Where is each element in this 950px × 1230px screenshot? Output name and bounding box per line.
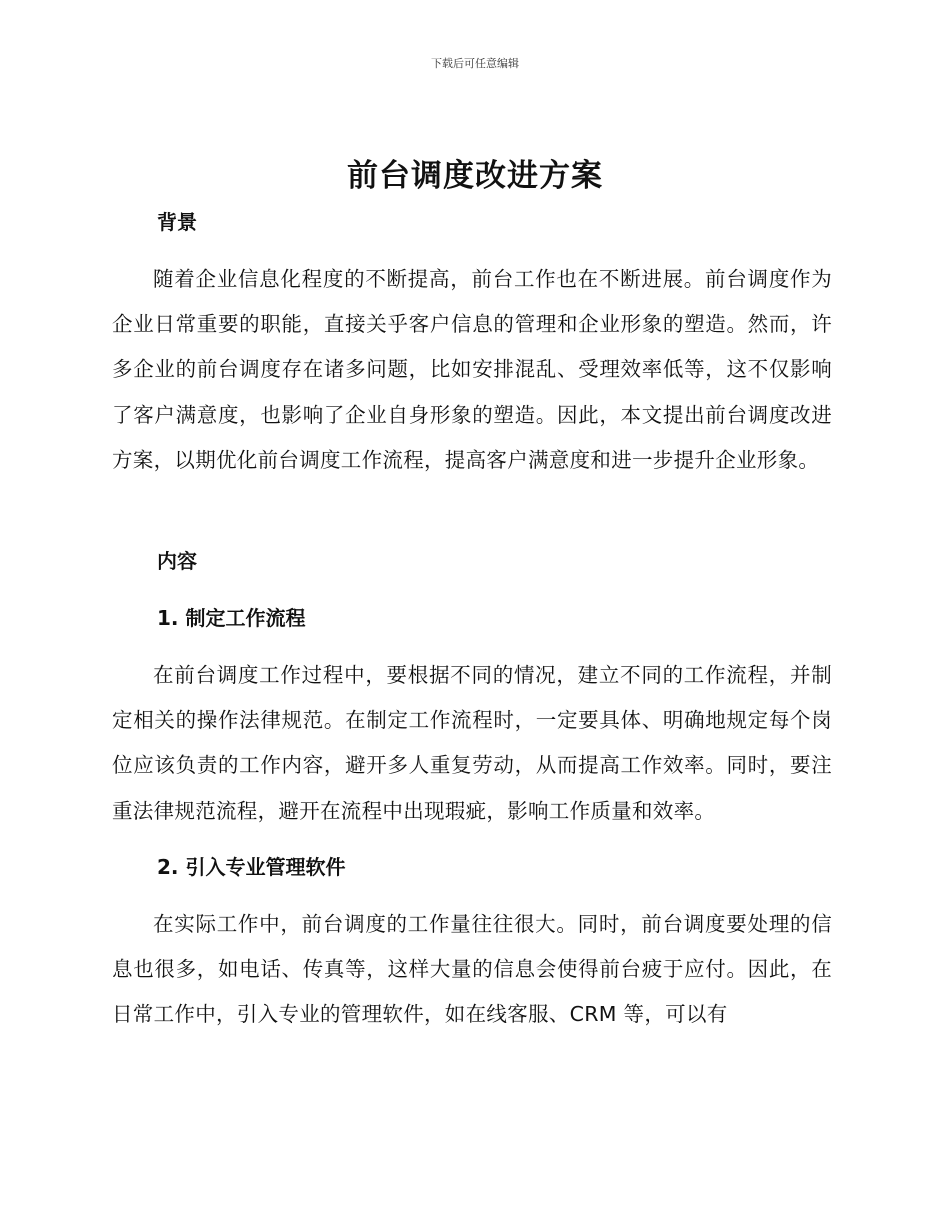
background-paragraph: 随着企业信息化程度的不断提高，前台工作也在不断进展。前台调度作为企业日常重要的职能，直接关乎客户信息的管理和企业形象的塑造。然而，许多企业的前台调度存在诸多问题，比如安排混乱、受理效率低等，这不仅影响了客户满意度，也影响了企业自身形象的塑造。因此，本文提出前台调度改进方案，以期优化前台调度工作流程，提高客户满意度和进一步提升企业形象。 — [112, 267, 832, 472]
item-1-heading: 1. 制定工作流程 — [157, 606, 306, 630]
section-heading-background: 背景 — [157, 210, 197, 234]
document-title: 前台调度改进方案 — [347, 158, 603, 194]
item-2-paragraph: 在实际工作中，前台调度的工作量往往很大。同时，前台调度要处理的信息也很多，如电话、传真等，这样大量的信息会使得前台疲于应付。因此，在日常工作中，引入专业的管理软件，如在线客服、CRM 等，可以有 — [112, 912, 832, 1027]
item-2-heading: 2. 引入专业管理软件 — [157, 855, 346, 879]
page-header-note: 下载后可任意编辑 — [431, 57, 519, 70]
section-heading-content: 内容 — [157, 549, 197, 573]
item-1-paragraph: 在前台调度工作过程中，要根据不同的情况，建立不同的工作流程，并制定相关的操作法律规范。在制定工作流程时，一定要具体、明确地规定每个岗位应该负责的工作内容，避开多人重复劳动，从而提高工作效率。同时，要注重法律规范流程，避开在流程中出现瑕疵，影响工作质量和效率。 — [112, 663, 832, 823]
